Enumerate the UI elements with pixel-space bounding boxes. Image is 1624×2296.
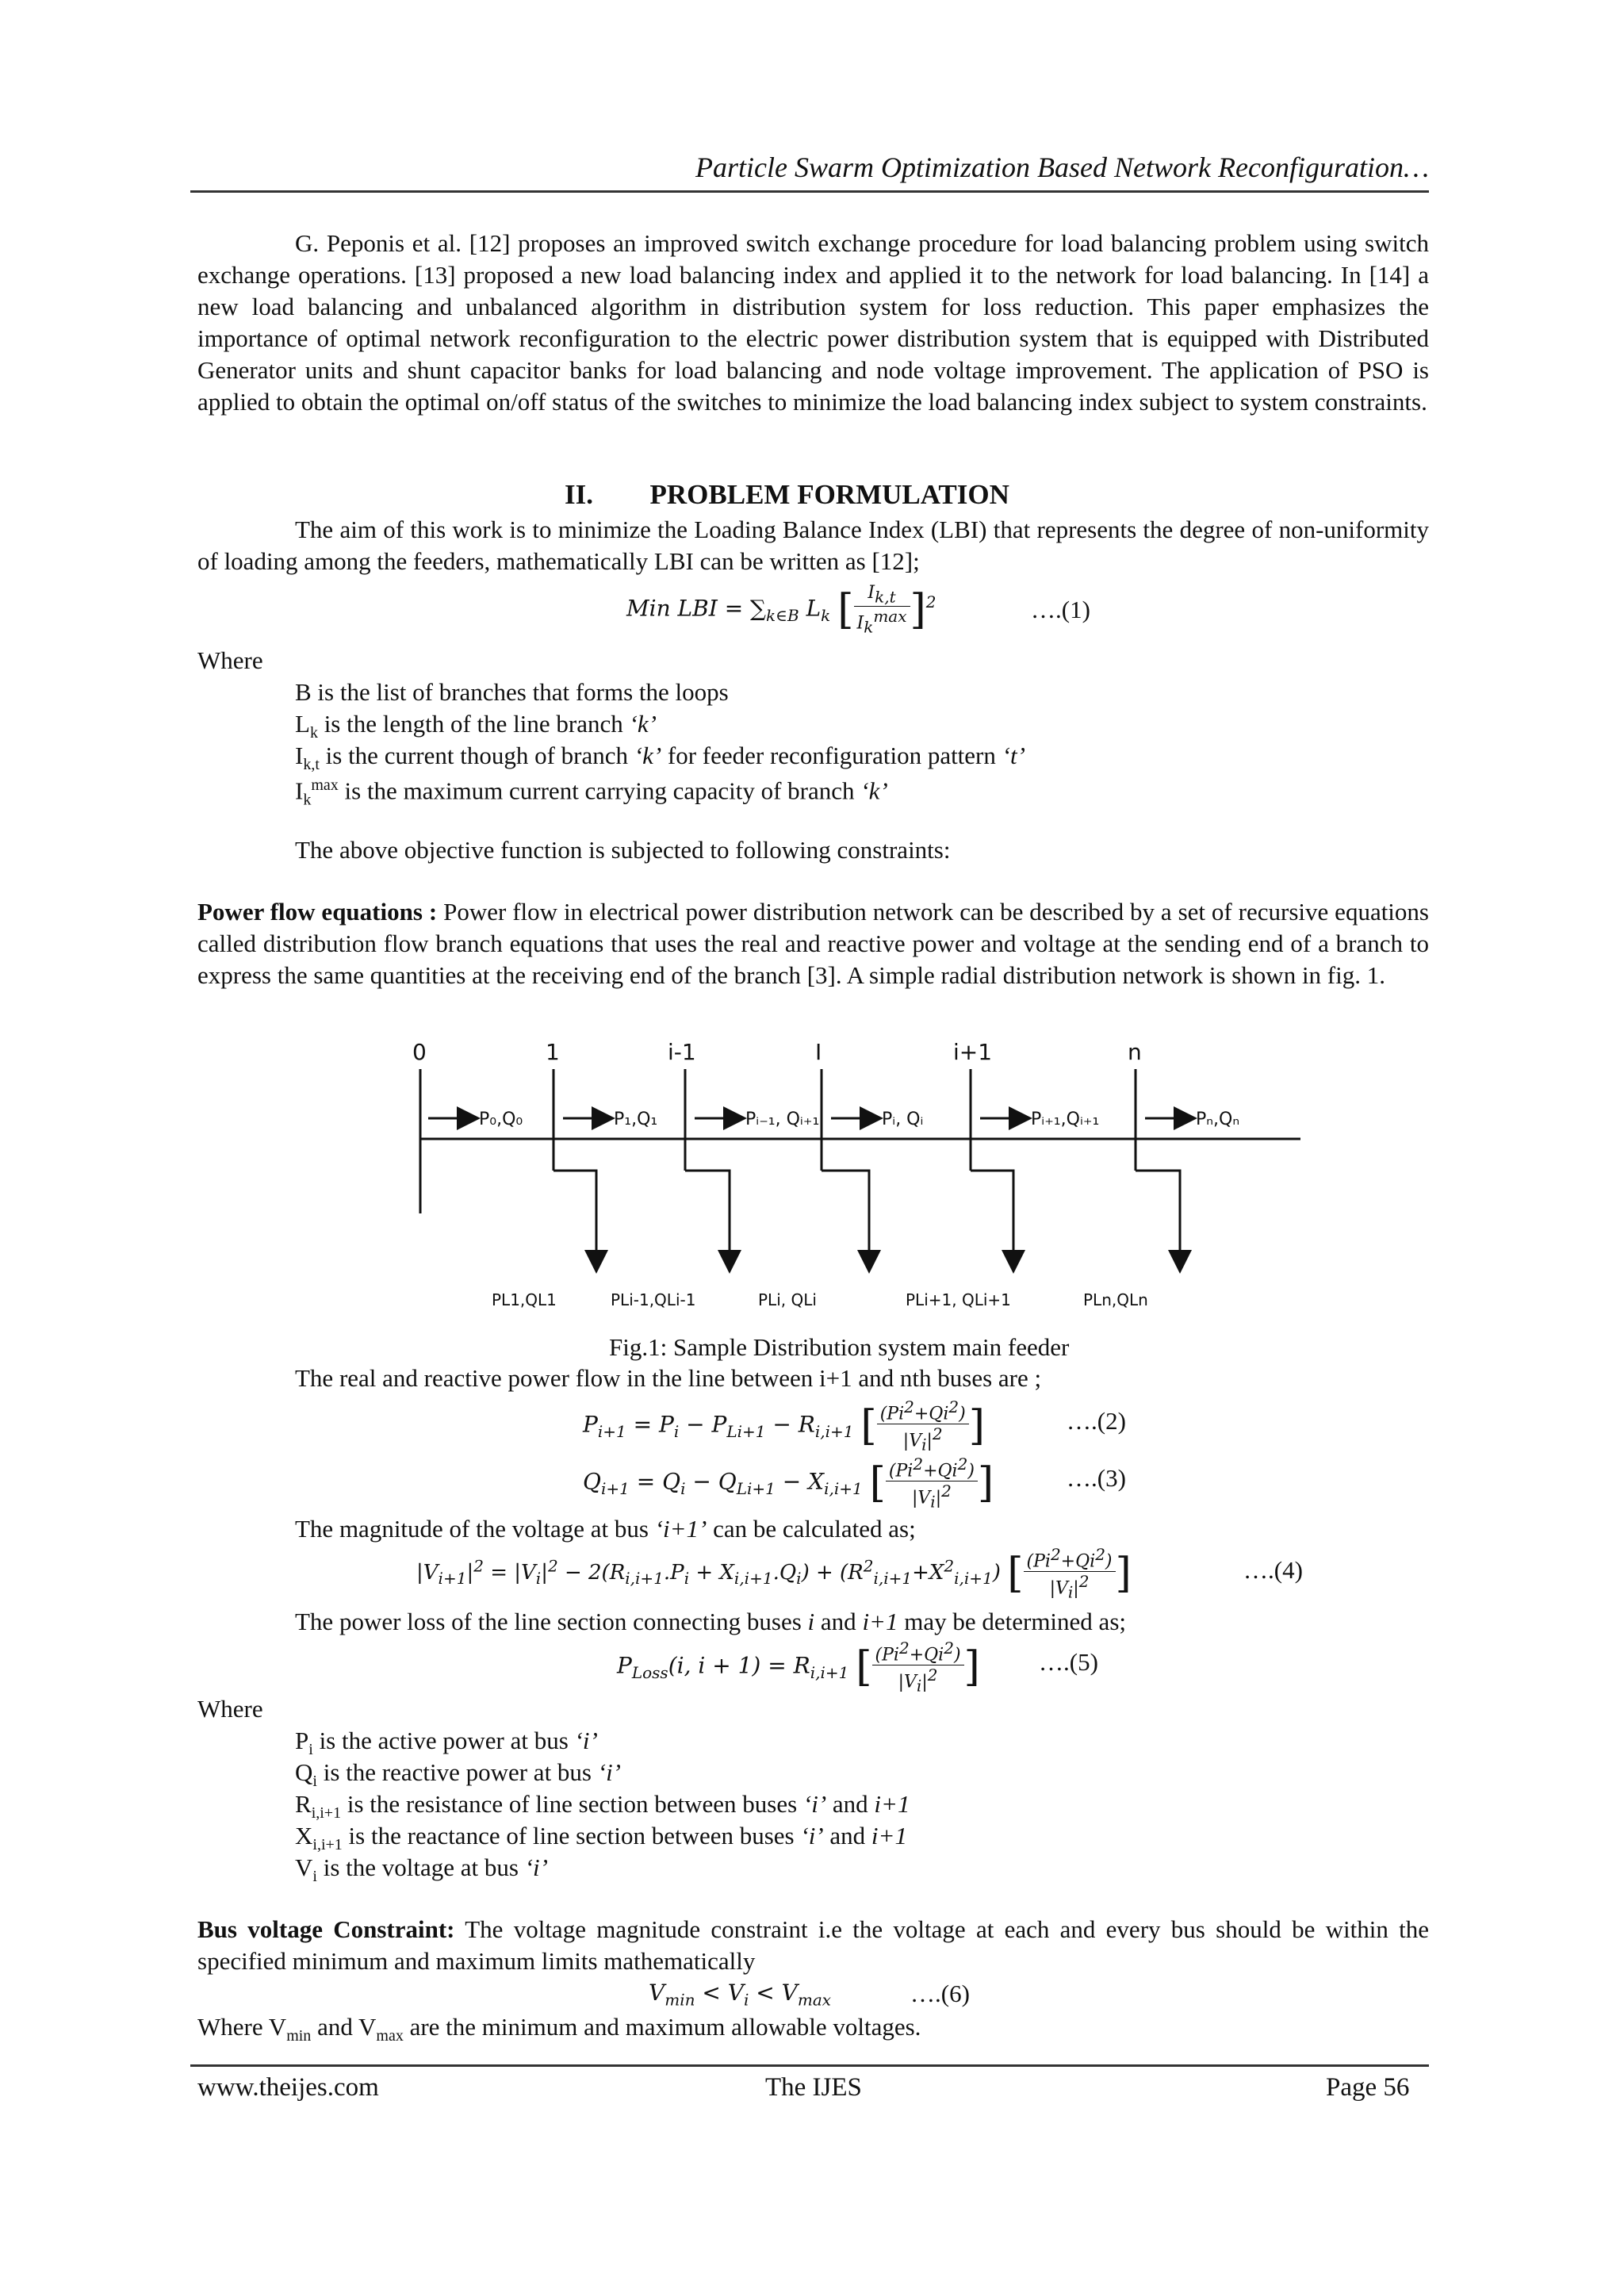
definition-qi: $Q_i$ is the reactive power at bus ‘i’ xyxy=(295,1758,622,1791)
equation-3: $Q_{i+1} = Q_i - Q_{Li+1} - X_{i,i+1}$ [ $\frac{(Pi^2+Qi^2)}{|V_i|^2}$ ] xyxy=(583,1455,994,1512)
flow-label-2: Pᵢ₋₁, Qᵢ₊₁ xyxy=(745,1110,820,1129)
definition-ikmax: $I_k^{max}$ is the maximum current carrying capacity of branch ‘k’ xyxy=(295,776,888,809)
bus-label-0: 0 xyxy=(412,1039,427,1065)
bus-label-2: i-1 xyxy=(668,1039,696,1065)
load-label-4: PLi+1, QLi+1 xyxy=(906,1290,1011,1309)
load-arrow-3 xyxy=(822,1171,869,1269)
bus-label-5: n xyxy=(1128,1039,1142,1065)
load-label-2: PLi-1,QLi-1 xyxy=(611,1290,696,1309)
section-number: II. xyxy=(565,479,593,510)
load-label-5: PLn,QLn xyxy=(1083,1290,1148,1309)
intro-paragraph: G. Peponis et al. [12] proposes an improved switch exchange procedure for load balancing problem using switch exchange operations. [13] proposed a new load balancing index and applied it to the network for load balancing. In [14] a new load balancing and unbalanced algorithm in distribution system for loss reduction. This paper emphasizes the importance of optimal network reconfiguration to the electric power distribution system that is equipped with Distributed Generator units and shunt capacitor banks for load balancing and node voltage improvement. The application of PSO is applied to obtain the optimal on/off status of the switches to minimize the load balancing index subject to system constraints. xyxy=(197,229,1429,416)
where-label-2: Where xyxy=(197,1695,263,1723)
flow-label-4: Pᵢ₊₁,Qᵢ₊₁ xyxy=(1031,1110,1100,1129)
bus-label-3: I xyxy=(815,1039,822,1065)
flow-label-3: Pᵢ, Qᵢ xyxy=(882,1110,924,1129)
figure-caption: Fig.1: Sample Distribution system main feeder xyxy=(609,1333,1070,1361)
load-label-3: PLi, QLi xyxy=(758,1290,817,1309)
where-label-1: Where xyxy=(197,646,263,674)
load-arrow-4 xyxy=(971,1171,1013,1269)
equation-6-number: ….(6) xyxy=(910,1980,970,2007)
bus-label-4: i+1 xyxy=(953,1039,993,1065)
section-title: PROBLEM FORMULATION xyxy=(649,479,1009,510)
load-arrow-5 xyxy=(1136,1171,1180,1269)
figure-radial-network xyxy=(373,1031,1324,1324)
equation-4-number: ….(4) xyxy=(1243,1556,1303,1584)
footer-journal: The IJES xyxy=(765,2073,862,2102)
footer-website[interactable]: www.theijes.com xyxy=(197,2073,379,2102)
voltage-intro: The magnitude of the voltage at bus ‘i+1’ can be calculated as; xyxy=(295,1515,916,1543)
bus-voltage-label: Bus voltage Constraint: xyxy=(197,1915,455,1943)
flow-label-5: Pₙ,Qₙ xyxy=(1196,1110,1240,1129)
bus-label-1: 1 xyxy=(546,1039,560,1065)
footer-rule xyxy=(190,2064,1429,2072)
flow-intro: The real and reactive power flow in the line between i+1 and nth buses are ; xyxy=(295,1364,1042,1392)
definition-vi: $V_i$ is the voltage at bus ‘i’ xyxy=(295,1853,548,1886)
final-line: Where $V_{min}$ and $V_{max}$ are the minimum and maximum allowable voltages. xyxy=(197,2013,921,2045)
definition-xi: $X_{i,i+1}$ is the reactance of line section between buses ‘i’ and i+1 xyxy=(295,1822,907,1854)
definition-b: B is the list of branches that forms the loops xyxy=(295,678,729,706)
bus-voltage-paragraph: Bus voltage Constraint: The voltage magnitude constraint i.e the voltage at each and every bus should be within the specified minimum and maximum limits mathematically xyxy=(197,1915,1429,1975)
load-label-1: PL1,QL1 xyxy=(492,1290,557,1309)
definition-ri: $R_{i,i+1}$ is the resistance of line section between buses ‘i’ and i+1 xyxy=(295,1790,910,1823)
equation-1-number: ….(1) xyxy=(1031,596,1090,623)
power-flow-label: Power flow equations : xyxy=(197,898,438,926)
equation-5-number: ….(5) xyxy=(1039,1648,1098,1676)
section-heading xyxy=(565,479,1120,511)
constraints-intro: The above objective function is subjected to following constraints: xyxy=(295,836,951,864)
running-header xyxy=(190,151,1429,193)
load-arrow-1 xyxy=(553,1171,596,1269)
equation-4: $|V_{i+1}|^2 = |V_i|^2 - 2(R_{i,i+1}.P_i + X_{i,i+1}.Q_i) + (R^2_{i,i+1}+X^2_{i,i+1})$ [ $\frac{(Pi^2+Qi^2)}{|V_i|^2}$ ] xyxy=(416,1545,1132,1603)
equation-6: $V_{min} < V_i < V_{max}$ xyxy=(649,1980,832,2010)
footer-page-number: Page 56 xyxy=(1326,2073,1410,2102)
aim-paragraph: The aim of this work is to minimize the Loading Balance Index (LBI) that represents the degree of non-uniformity of loading among the feeders, mathematically LBI can be written as [12]; xyxy=(197,516,1429,575)
equation-5: $P_{Loss}(i$, $i + 1) = R_{i,i+1}$ [ $\frac{(Pi^2+Qi^2)}{|V_i|^2}$ ] xyxy=(617,1639,980,1696)
power-flow-paragraph: Power flow equations : Power flow in electrical power distribution network can be described by a set of recursive equations called distribution flow branch equations that uses the real and reactive power and voltage at the sending end of a branch to express the same quantities at the receiving end of the branch [3]. A simple radial distribution network is shown in fig. 1. xyxy=(197,898,1429,989)
equation-2: $P_{i+1} = P_i - P_{Li+1} - R_{i,i+1}$ [ $\frac{(Pi^2+Qi^2)}{|V_i|^2}$ ] xyxy=(583,1397,986,1455)
loss-intro: The power loss of the line section connecting buses i and i+1 may be determined as; xyxy=(295,1608,1126,1635)
equation-2-number: ….(2) xyxy=(1067,1407,1126,1435)
equation-1: Min LBI = $\sum_{k\in B}$ $L_k$ [ $\frac{I_{k,t}}{I_k^{max}}$ ]$^2$ xyxy=(626,583,936,638)
definition-pi: $P_i$ is the active power at bus ‘i’ xyxy=(295,1727,598,1759)
load-arrow-2 xyxy=(685,1171,730,1269)
flow-label-0: P₀,Q₀ xyxy=(479,1110,523,1129)
definition-ikt: $I_{k,t}$ is the current though of branch ‘k’ for feeder reconfiguration pattern ‘t’ xyxy=(295,742,1025,774)
definition-lk: $L_k$ is the length of the line branch ‘k’ xyxy=(295,710,657,742)
running-title: Particle Swarm Optimization Based Network Reconfiguration… xyxy=(695,151,1429,183)
equation-3-number: ….(3) xyxy=(1067,1464,1126,1492)
flow-label-1: P₁,Q₁ xyxy=(614,1110,658,1129)
